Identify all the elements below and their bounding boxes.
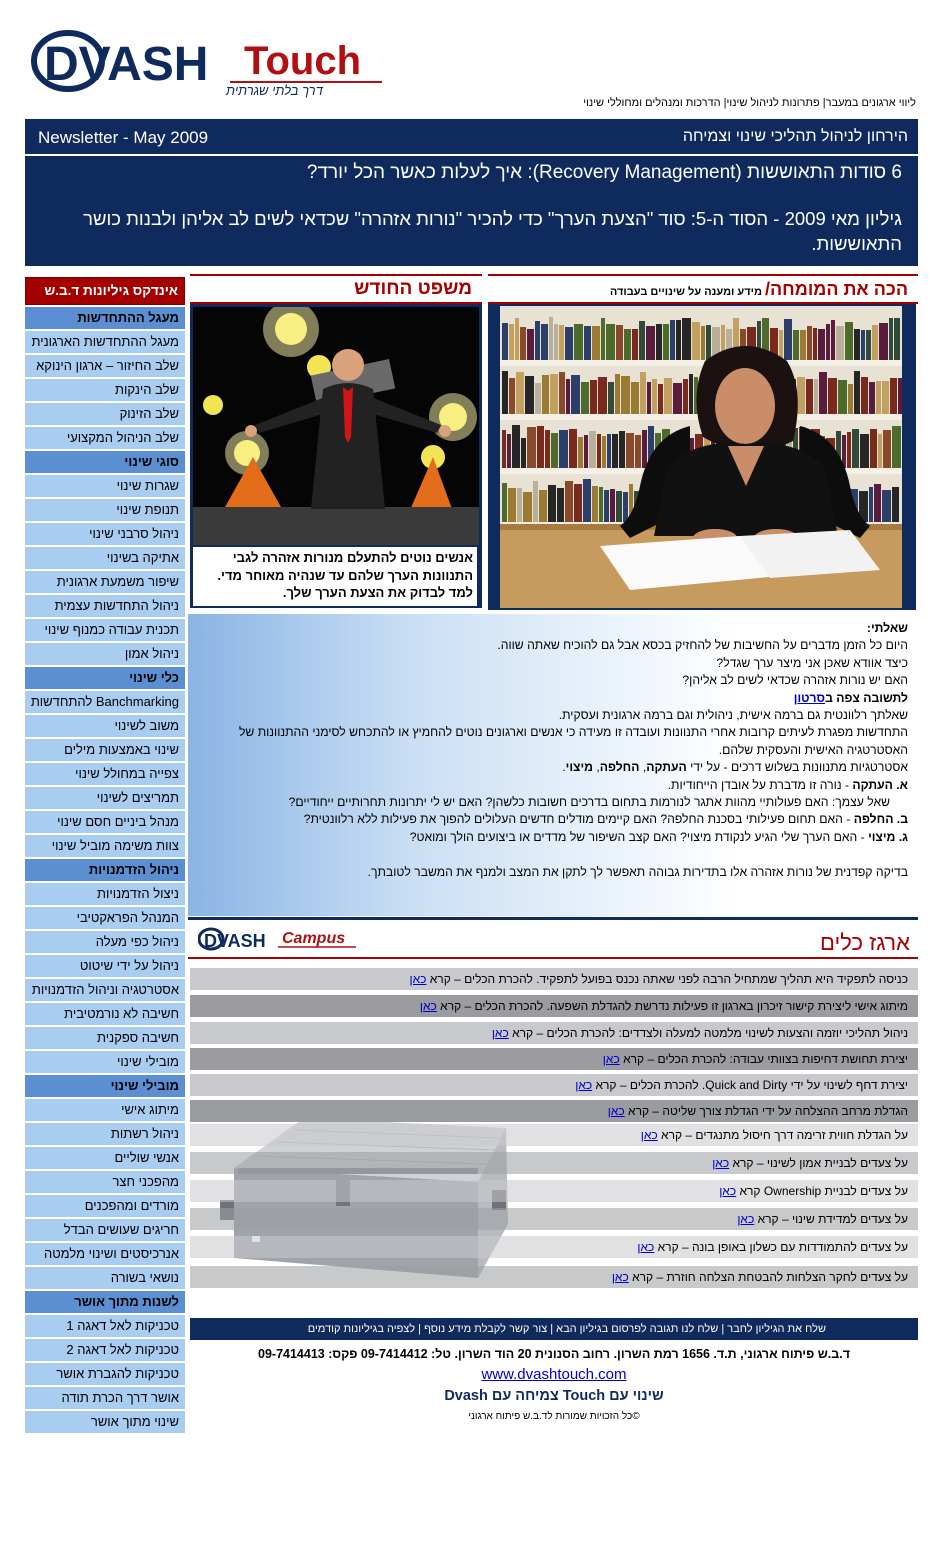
newsletter-date: Newsletter - May 2009: [38, 128, 209, 147]
expert-section-header: [488, 274, 918, 304]
sidebar-link[interactable]: מיתוג אישי: [25, 1099, 185, 1121]
read-here-link[interactable]: כאן: [575, 1078, 593, 1092]
sidebar-category: ניהול הזדמנויות: [25, 859, 185, 881]
sidebar-link[interactable]: שלב הזינוק: [25, 403, 185, 425]
point-a-text: - נורה זו מדברת על אובדן הייחודיות.: [667, 777, 853, 792]
website-link-wrap: [190, 1366, 918, 1383]
logo-tag-text: דרך בלתי שגרתית: [226, 83, 323, 98]
sidebar-link[interactable]: תנופת שינוי: [25, 499, 185, 521]
dvash-touch-logo[interactable]: [30, 28, 390, 100]
sidebar-link[interactable]: תמריצים לשינוי: [25, 787, 185, 809]
verdict-caption: אנשים נוטים להתעלם מנורות אזהרה לגבי התנוונות הערך שלהם עד שנהיה מאוחר מדי. למד לבדוק את הצעת הערך שלך.: [193, 547, 477, 606]
sidebar-link[interactable]: ניהול רשתות: [25, 1123, 185, 1145]
sidebar-category: כלי שינוי: [25, 667, 185, 689]
expert-photo: [500, 306, 902, 608]
sidebar-link[interactable]: משוב לשינוי: [25, 715, 185, 737]
sidebar-category: מעגל ההתחדשות: [25, 307, 185, 329]
tool-row-text: על צעדים להתמודדות עם כשלון באופן בונה – קרא: [654, 1240, 908, 1254]
sidebar-link[interactable]: ניהול על ידי שיטוט: [25, 955, 185, 977]
sidebar-link[interactable]: מעגל ההתחדשות הארגונית: [25, 331, 185, 353]
tool-row: [190, 1152, 918, 1174]
tool-row-text: על צעדים לחקר הצלחות להבטחת הצלחה חוזרת – קרא: [628, 1270, 908, 1284]
sidebar-link[interactable]: ניהול התחדשות עצמית: [25, 595, 185, 617]
point-a-question: שאל עצמך: האם פעולותיי מהוות אתגר לנורמות בתחום בדרכים חשובות כלשהן? האם יש לי יתרונות תחרותיים ייחודיים?: [288, 795, 890, 810]
sidebar-link[interactable]: אתיקה בשינוי: [25, 547, 185, 569]
tool-row: [190, 1236, 918, 1258]
tool-row-text: על צעדים למדידת שינוי – קרא: [754, 1212, 908, 1226]
question-line-2: כיצד אוודא שאכן אני מיצר ערך שגדל?: [716, 655, 908, 670]
question-label: שאלתי:: [866, 621, 908, 635]
tool-row: [190, 1124, 918, 1146]
point-c-text: - האם הערך שלי הגיע לנקודת מיצוי? האם קצב השיפור של מדדים או ביצועים הולך ומואט?: [409, 829, 869, 844]
point-c-label: ג. מיצוי: [868, 829, 908, 844]
read-here-link[interactable]: כאן: [491, 1026, 509, 1040]
sidebar-link[interactable]: Banchmarking להתחדשות: [25, 691, 185, 713]
sidebar-link[interactable]: מורדים ומהפכנים: [25, 1195, 185, 1217]
answer-exhaust-word: מיצוי: [565, 760, 593, 775]
read-here-link[interactable]: כאן: [637, 1240, 655, 1254]
answer-conclusion: בדיקה קפדנית של נורות אזהרה אלו בתדירות גבוהה תאפשר לך לתקן את המצב ולמנף את המשבר לטובתך.: [367, 864, 908, 879]
tool-row: [190, 1100, 918, 1122]
tool-row: [190, 1266, 918, 1288]
sidebar-link[interactable]: המנהל הפראקטיבי: [25, 907, 185, 929]
sidebar-link[interactable]: ניהול סרבני שינוי: [25, 523, 185, 545]
sidebar-link[interactable]: שיפור משמעת ארגונית: [25, 571, 185, 593]
point-a-label: א. העתקה: [852, 777, 908, 792]
answer-line-1: שאלתך רלוונטית גם ברמה אישית, ניהולית וגם ברמה ארגונית ועסקית.: [558, 708, 908, 723]
read-here-link[interactable]: כאן: [712, 1156, 730, 1170]
website-link[interactable]: www.dvashtouch.com: [481, 1366, 627, 1383]
answer-sep-1: ,: [639, 760, 647, 775]
sidebar-link[interactable]: צוות משימה מוביל שינוי: [25, 835, 185, 857]
dvash-campus-logo: [198, 925, 358, 955]
sidebar-link[interactable]: שינוי באמצעות מילים: [25, 739, 185, 761]
tools-head-line: [188, 957, 918, 959]
tool-row-text: מיתוג אישי ליצירת קישור זיכרון בארגון זו פעילות נדרשת להגדלת השפעה. להכרת הכלים – קרא: [436, 999, 908, 1013]
header-tagline: ליווי ארגונים במעבר| פתרונות לניהול שינוי| הדרכות ומנהלים ומחוללי שינוי: [583, 97, 916, 109]
sidebar-link[interactable]: צפייה במחולל שינוי: [25, 763, 185, 785]
read-here-link[interactable]: כאן: [611, 1270, 629, 1284]
sidebar-link[interactable]: מנהל ביניים חסם שינוי: [25, 811, 185, 833]
tool-row-text: על הגדלת חווית זרימה דרך חיסול מתנגדים – קרא: [657, 1128, 908, 1142]
expert-title-main: הכה את המומחה/: [765, 279, 908, 299]
tool-row: [190, 1022, 918, 1044]
answer-line-2: התחדשות מפגרת לעיתים קרובות אחרי התנוונות ועובדה זו מעידה כי אנשים וארגונים נוטים להחמיץ או להתכחש לסימני ההתנוונות של האסטרטגיה האישית והעסקית שלהם.: [238, 725, 908, 757]
sidebar-category: מובילי שינוי: [25, 1075, 185, 1097]
newsletter-title: הירחון לניהול תהליכי שינוי וצמיחה: [682, 128, 908, 145]
tool-row-text: כניסה לתפקיד היא תהליך שמתחיל הרבה לפני שאתה נכנס בפועל לתפקיד. להכרת הכלים – קרא: [426, 972, 908, 986]
read-here-link[interactable]: כאן: [640, 1128, 658, 1142]
sidebar-list: [25, 307, 185, 1433]
answer-replace-word: החלפה: [599, 760, 640, 775]
footer-links-bar[interactable]: שלח את הגיליון לחבר | שלח לנו תגובה לפרסום בגיליון הבא | צור קשר לקבלת מידע נוסף | לצפיה בגיליונות קודמים: [190, 1318, 918, 1340]
expert-title-sub: מידע ומענה על שינויים בעבודה: [609, 286, 765, 298]
footer-slogan: שינוי עם Touch צמיחה עם Dvash: [444, 1388, 664, 1404]
answer-label: לתשובה צפה ב: [825, 690, 908, 705]
tool-row-text: יצירת תחושת דחיפות בצוותי עבודה: להכרת הכלים – קרא: [619, 1052, 908, 1066]
archive-index-sidebar: [25, 277, 185, 1433]
question-line-1: היום כל הזמן מדברים על החשיבות של להחזיק בכסא אבל גם להוכיח שאתה שווה.: [497, 638, 908, 653]
tool-row-text: הגדלת מרחב ההצלחה על ידי הגדלת צורך שליטה – קרא: [624, 1104, 908, 1118]
read-here-link[interactable]: כאן: [419, 999, 437, 1013]
verdict-illustration: [193, 307, 479, 545]
company-address: ד.ב.ש פיתוח ארגוני, ת.ד. 1656 רמת השרון. רחוב הסנונית 20 הוד השרון. טל: 09-7414412 פקס: 09-7414413: [258, 1347, 850, 1361]
expert-title: [610, 279, 908, 300]
answer-line-3-pre: אסטרטגיות מתנוונות בשלוש דרכים - על ידי: [686, 760, 908, 775]
issue-headline: 6 סודות התאוששות (Recovery Management): איך לעלות כאשר הכל יורד?: [306, 162, 902, 183]
read-here-link[interactable]: כאן: [607, 1104, 625, 1118]
sidebar-link[interactable]: טכניקות לאל דאגה 2: [25, 1339, 185, 1361]
sidebar-link[interactable]: שגרות שינוי: [25, 475, 185, 497]
sidebar-link[interactable]: טכניקות לאל דאגה 1: [25, 1315, 185, 1337]
sidebar-link[interactable]: ניהול כפי מעלה: [25, 931, 185, 953]
tools-top-line: [188, 917, 918, 920]
sidebar-link[interactable]: אושר דרך הכרת תודה: [25, 1387, 185, 1409]
answer-sep-2: ,: [592, 760, 600, 775]
tool-row: [190, 1208, 918, 1230]
campus-logo-main: DVASH: [204, 931, 266, 951]
point-b-text: - האם תחום פעילותי בסכנת החלפה? האם קיימים מודלים חדשים העלולים להפוך את פעילות ללא רלוונטית?: [303, 812, 854, 827]
copyright-notice: ©כל הזכויות שמורות לד.ב.ש פיתוח ארגוני: [468, 1411, 640, 1422]
tool-row: [190, 995, 918, 1017]
verdict-title: משפט החודש: [354, 278, 472, 299]
sidebar-link[interactable]: שלב החיזור – ארגון הינוקא: [25, 355, 185, 377]
logo-main-text: DVASH: [44, 38, 209, 91]
sidebar-link[interactable]: שלב הינקות: [25, 379, 185, 401]
sidebar-title: אינדקס גיליונות ד.ב.ש: [25, 277, 185, 305]
tool-row: [190, 1180, 918, 1202]
issue-subline: גיליון מאי 2009 - הסוד ה-5: סוד "הצעת הערך" כדי להכיר "נורות אזהרה" שכדאי לשים לב אליהן ולבנות כושר התאוששות.: [83, 208, 902, 254]
campus-logo-word: Campus: [282, 930, 346, 947]
tool-row-text: על צעדים לבניית אמון לשינוי – קרא: [729, 1156, 908, 1170]
sidebar-link[interactable]: חשיבה ספקנית: [25, 1027, 185, 1049]
answer-line-3-end: .: [562, 760, 566, 775]
sidebar-link[interactable]: אנרכיסטים ושינוי מלמטה: [25, 1243, 185, 1265]
sidebar-link[interactable]: מהפכני חצר: [25, 1171, 185, 1193]
sidebar-category: סוגי שינוי: [25, 451, 185, 473]
sidebar-link[interactable]: חשיבה לא נורמטיבית: [25, 1003, 185, 1025]
tools-title: ארגז כלים: [820, 930, 910, 955]
logo-graphic: [30, 28, 390, 100]
verdict-section-header: [190, 274, 482, 304]
tool-row-text: יצירת דחף לשינוי על ידי Quick and Dirty. להכרת הכלים – קרא: [592, 1078, 908, 1092]
tool-row: [190, 1074, 918, 1096]
tool-row-text: על צעדים לבניית Ownership קרא: [736, 1184, 908, 1198]
qa-body: [208, 620, 908, 881]
read-here-link[interactable]: כאן: [719, 1184, 737, 1198]
sidebar-link[interactable]: נושאי בשורה: [25, 1267, 185, 1289]
sidebar-link[interactable]: שלב הניהול המקצועי: [25, 427, 185, 449]
sidebar-link[interactable]: ניהול אמון: [25, 643, 185, 665]
read-here-link[interactable]: כאן: [737, 1212, 755, 1226]
sidebar-link[interactable]: תכנית עבודה כמנוף שינוי: [25, 619, 185, 641]
sidebar-category: לשנות מתוך אושר: [25, 1291, 185, 1313]
sidebar-link[interactable]: אנשי שוליים: [25, 1147, 185, 1169]
tool-row: [190, 1048, 918, 1070]
question-line-3: האם יש נורות אזהרה שכדאי לשים לב אליהן?: [682, 673, 908, 688]
sidebar-link[interactable]: טכניקות להגברת אושר: [25, 1363, 185, 1385]
tool-row: [190, 968, 918, 990]
logo-touch-text: Touch: [244, 39, 362, 83]
answer-copy-word: העתקה: [646, 760, 687, 775]
read-here-link[interactable]: כאן: [409, 972, 427, 986]
sidebar-link[interactable]: אסטרטגיה וניהול הזדמנויות: [25, 979, 185, 1001]
point-b-label: ב. החלפה: [853, 812, 908, 827]
read-here-link[interactable]: כאן: [602, 1052, 620, 1066]
sidebar-link[interactable]: חריגים שעושים הבדל: [25, 1219, 185, 1241]
tool-row-text: ניהול תהליכי יוזמה והצעות לשינוי מלמטה למעלה ולצדדים: להכרת הכלים – קרא: [508, 1026, 908, 1040]
video-link[interactable]: סרטון: [793, 690, 826, 705]
sidebar-link[interactable]: ניצול הזדמנויות: [25, 883, 185, 905]
sidebar-link[interactable]: מובילי שינוי: [25, 1051, 185, 1073]
sidebar-link[interactable]: שינוי מתוך אושר: [25, 1411, 185, 1433]
